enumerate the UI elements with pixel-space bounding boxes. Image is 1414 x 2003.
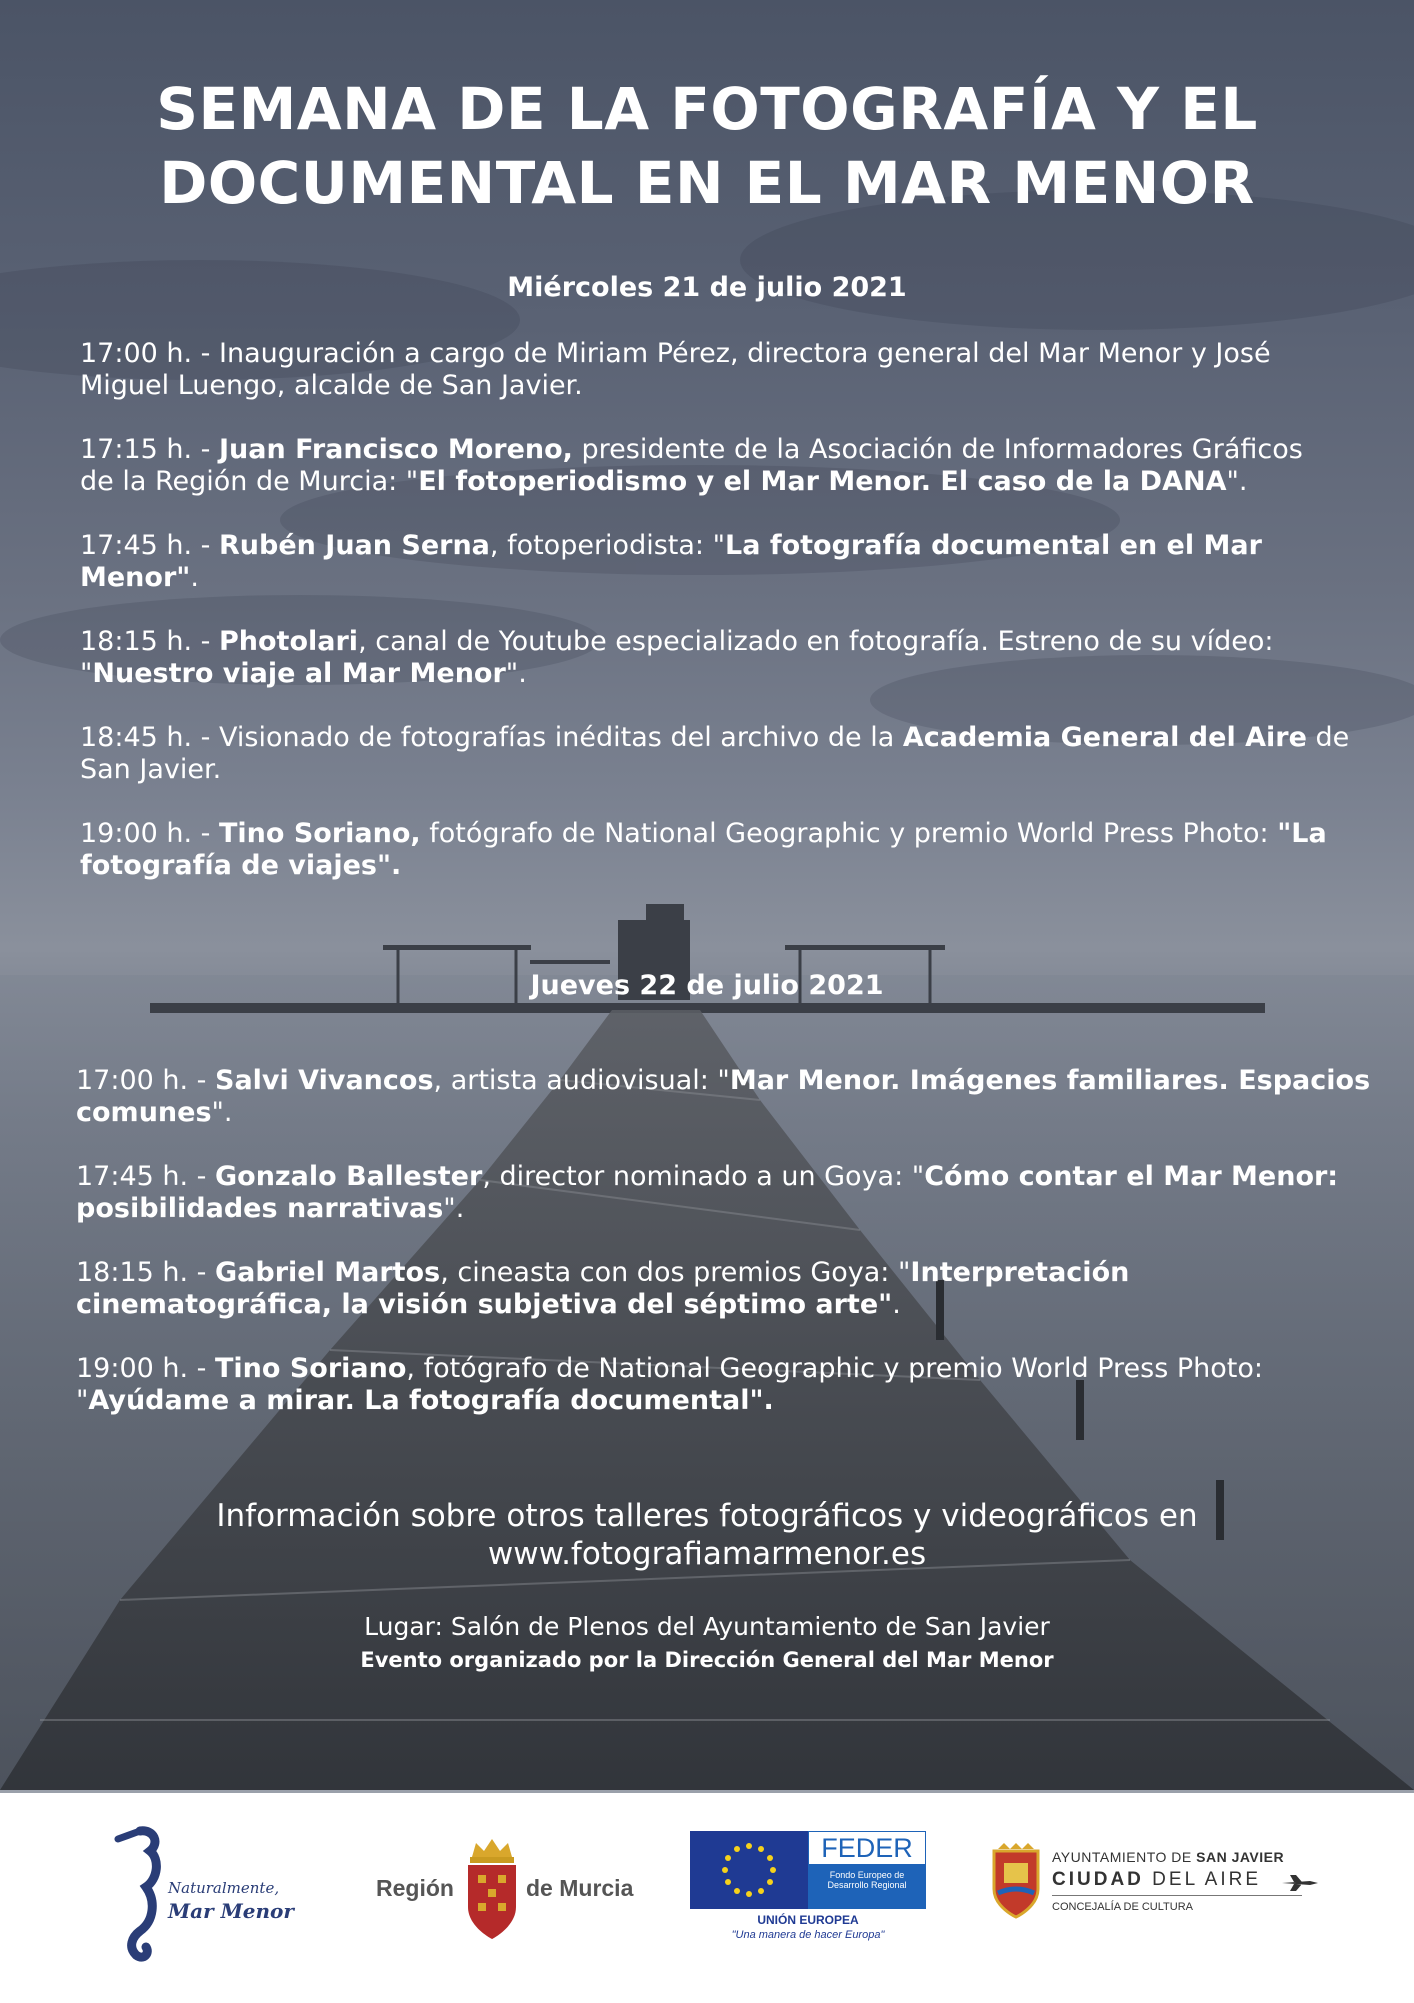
naturalmente-mar-menor-logo xyxy=(110,1821,310,1971)
feder-label: FEDER xyxy=(809,1832,925,1864)
speaker-name: Tino Soriano xyxy=(215,1353,407,1384)
entry-text: , director nominado a un Goya: " xyxy=(482,1161,925,1192)
entry-line xyxy=(76,1353,1263,1385)
entry-line xyxy=(76,1289,1129,1321)
schedule-entry xyxy=(80,818,1327,882)
entry-line: 17:00 h. - Inauguración a cargo de Miriam Pérez, directora general del Mar Menor y José xyxy=(80,338,1271,369)
entry-text: ". xyxy=(505,658,527,689)
seahorse-icon xyxy=(110,1821,164,1971)
entry-text: de la Región de Murcia: " xyxy=(80,466,419,497)
entry-time: 18:15 h. - xyxy=(80,626,219,657)
day1-heading: Miércoles 21 de julio 2021 xyxy=(507,272,907,303)
title-line-1: SEMANA DE LA FOTOGRAFÍA Y EL xyxy=(156,75,1258,143)
entry-time: 18:15 h. - xyxy=(76,1257,215,1288)
san-javier-logo xyxy=(990,1841,1330,1961)
entry-text: presidente de la Asociación de Informadores Gráficos xyxy=(572,434,1303,465)
entry-text: . xyxy=(190,562,199,593)
concejalia-text: CONCEJALÍA DE CULTURA xyxy=(1052,1901,1193,1913)
entry-time: 17:15 h. - xyxy=(80,434,219,465)
schedule-entry xyxy=(80,338,1271,402)
talk-title: "La xyxy=(1277,818,1327,849)
speaker-name: Gonzalo Ballester xyxy=(215,1161,483,1192)
talk-title: posibilidades narrativas xyxy=(76,1193,444,1224)
schedule-entry xyxy=(76,1353,1263,1417)
del-aire-words: DEL AIRE xyxy=(1143,1869,1262,1890)
murcia-coat-of-arms-icon xyxy=(462,1835,522,1945)
entry-line: Miguel Luengo, alcalde de San Javier. xyxy=(80,370,583,401)
naturalmente-text: Naturalmente, xyxy=(168,1879,280,1897)
entry-time: 19:00 h. - xyxy=(76,1353,215,1384)
entry-line xyxy=(76,1065,1370,1097)
logo-footer xyxy=(0,1790,1414,2003)
talk-title: Nuestro viaje al Mar Menor xyxy=(92,658,506,689)
schedule-entry xyxy=(80,626,1273,690)
schedule-entry xyxy=(80,434,1303,498)
schedule-entry xyxy=(80,722,1349,786)
eu-flag-icon xyxy=(690,1831,808,1909)
entry-time: 17:45 h. - xyxy=(76,1161,215,1192)
ue-label: UNIÓN EUROPEA xyxy=(757,1913,859,1927)
san-javier-shield-icon xyxy=(990,1841,1042,1919)
region-de-murcia-logo xyxy=(372,1835,642,1965)
entry-line xyxy=(80,818,1327,850)
entry-text: , cineasta con dos premios Goya: " xyxy=(440,1257,911,1288)
talk-title: Mar Menor. Imágenes familiares. Espacios xyxy=(729,1065,1371,1096)
region-text: Región xyxy=(376,1875,454,1901)
entry-text: " xyxy=(76,1385,89,1416)
entry-text: fotógrafo de National Geographic y premio World Press Photo: xyxy=(420,818,1278,849)
ayuntamiento-text xyxy=(1052,1849,1284,1865)
speaker-name: Salvi Vivancos xyxy=(215,1065,434,1096)
entry-line: San Javier. xyxy=(80,754,222,785)
entry-text: , artista audiovisual: " xyxy=(433,1065,730,1096)
entry-line xyxy=(76,1257,1129,1289)
entry-line xyxy=(80,530,1262,562)
speaker-name: Juan Francisco Moreno, xyxy=(219,434,573,465)
de-murcia-text: de Murcia xyxy=(526,1875,634,1901)
entry-time: 17:00 h. - xyxy=(76,1065,215,1096)
ciudad-del-aire-text xyxy=(1052,1869,1261,1891)
schedule-entry xyxy=(76,1161,1338,1225)
organizer-text: Evento organizado por la Dirección General del Mar Menor xyxy=(360,1648,1054,1672)
info-text: Información sobre otros talleres fotográficos y videográficos en xyxy=(216,1498,1198,1534)
entry-text: " xyxy=(80,658,93,689)
entry-time: 18:45 h. - Visionado de fotografías inéditas del archivo de la xyxy=(80,722,903,753)
speaker-name: Rubén Juan Serna xyxy=(219,530,490,561)
mar-menor-text: Mar Menor xyxy=(168,1899,294,1923)
info-block xyxy=(60,1497,1354,1573)
divider xyxy=(1052,1895,1302,1896)
entry-line xyxy=(80,626,1273,658)
feder-subtitle-1: Fondo Europeo de xyxy=(829,1870,905,1880)
website-link[interactable]: www.fotografiamarmenor.es xyxy=(487,1536,927,1572)
entry-line xyxy=(76,1161,1338,1193)
talk-title: fotografía de viajes". xyxy=(80,850,402,881)
talk-title: La fotografía documental en el Mar xyxy=(725,530,1262,561)
page-title xyxy=(60,72,1354,220)
entry-text: , fotoperiodista: " xyxy=(489,530,726,561)
entry-line xyxy=(76,1385,1263,1417)
venue-text: Lugar: Salón de Plenos del Ayuntamiento de San Javier xyxy=(364,1612,1050,1641)
day2-heading: Jueves 22 de julio 2021 xyxy=(530,970,884,1001)
talk-title: Cómo contar el Mar Menor: xyxy=(924,1161,1339,1192)
entry-line xyxy=(80,658,1273,690)
schedule-entry xyxy=(76,1257,1129,1321)
entry-line xyxy=(80,722,1349,754)
airplane-icon xyxy=(1280,1873,1320,1893)
entry-text: ". xyxy=(443,1193,465,1224)
schedule-entry xyxy=(80,530,1262,594)
entry-line xyxy=(80,850,1327,882)
entry-time: 19:00 h. - xyxy=(80,818,219,849)
ciudad-word: CIUDAD xyxy=(1052,1869,1144,1890)
ayuntamiento-prefix: AYUNTAMIENTO DE xyxy=(1052,1849,1197,1865)
talk-title: El fotoperiodismo y el Mar Menor. El caso de la DANA xyxy=(418,466,1227,497)
speaker-name: Gabriel Martos xyxy=(215,1257,441,1288)
entry-line xyxy=(76,1097,1370,1129)
speaker-name: Photolari xyxy=(219,626,359,657)
entry-line xyxy=(80,466,1303,498)
ue-motto: "Una manera de hacer Europa" xyxy=(731,1929,885,1941)
entry-text: , canal de Youtube especializado en fotografía. Estreno de su vídeo: xyxy=(358,626,1274,657)
entry-time: 17:45 h. - xyxy=(80,530,219,561)
entry-text: , fotógrafo de National Geographic y premio World Press Photo: xyxy=(406,1353,1263,1384)
title-line-2: DOCUMENTAL EN EL MAR MENOR xyxy=(159,149,1255,217)
feder-subtitle-2: Desarrollo Regional xyxy=(827,1880,907,1890)
speaker-name: Tino Soriano, xyxy=(219,818,421,849)
entry-line xyxy=(80,434,1303,466)
entry-text: . xyxy=(892,1289,901,1320)
entry-text: de xyxy=(1306,722,1350,753)
san-javier-name: SAN JAVIER xyxy=(1196,1849,1285,1865)
talk-title: Interpretación xyxy=(910,1257,1130,1288)
entry-text: ". xyxy=(1226,466,1248,497)
talk-title: cinematográfica, la visión subjetiva del séptimo arte" xyxy=(76,1289,893,1320)
entry-line xyxy=(76,1193,1338,1225)
entry-line xyxy=(80,562,1262,594)
institution-name: Academia General del Aire xyxy=(902,722,1307,753)
talk-title: Menor" xyxy=(80,562,191,593)
feder-box xyxy=(808,1831,926,1909)
talk-title: Ayúdame a mirar. La fotografía documental". xyxy=(88,1385,774,1416)
schedule-entry xyxy=(76,1065,1370,1129)
entry-text: ". xyxy=(211,1097,233,1128)
feder-eu-logo xyxy=(690,1831,926,1971)
talk-title: comunes xyxy=(76,1097,212,1128)
